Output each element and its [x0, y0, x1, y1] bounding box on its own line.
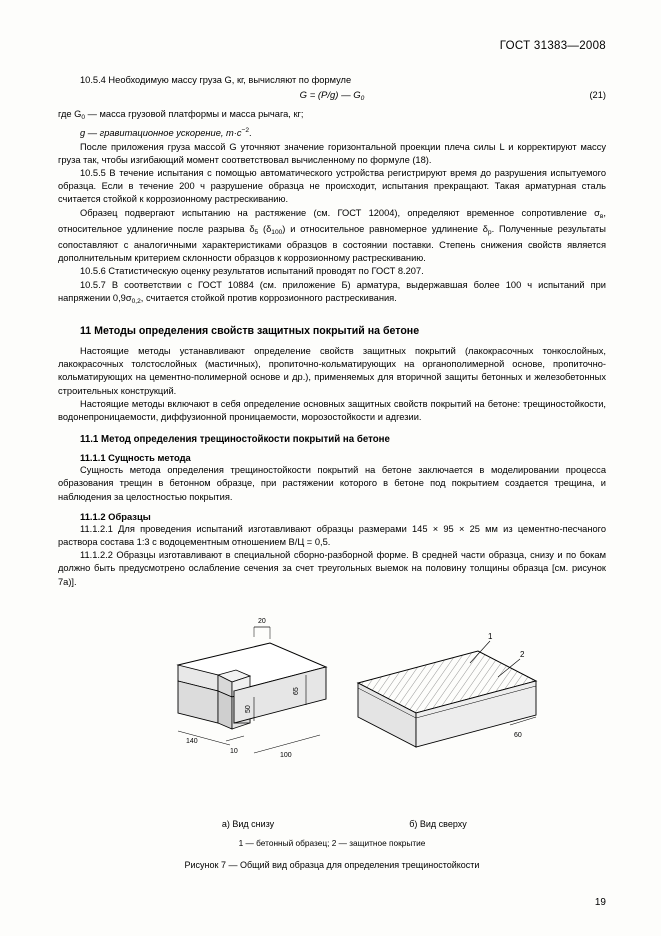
svg-text:100: 100 — [280, 751, 292, 759]
formula-21-row — [58, 90, 606, 106]
paragraph-10-5-5: 10.5.5 В течение испытания с помощью автоматического устройства регистрируют время до разрушения испытуемого образца. Если в течение 200 ч разрушение образца не происходит, испытания прекращают. Такая арматурная сталь считается стойкой к коррозионному растрескиванию. — [58, 168, 606, 205]
heading-section-11: 11 Методы определения свойств защитных покрытий на бетоне — [80, 325, 420, 338]
svg-text:140: 140 — [186, 737, 198, 745]
page-content — [58, 40, 606, 870]
formula-21-number: (21) — [589, 90, 606, 101]
heading-section-11-1-1: 11.1.1 Сущность метода — [80, 452, 191, 464]
heading-section-11-1-2: 11.1.2 Образцы — [80, 510, 151, 522]
paragraph-11-intro-2: Настоящие методы включают в себя определение основных защитных свойств покрытий на бетоне: трещиностойкости, водонепроницаемости, диффузионной проницаемости, морозостойкости и адгезии. — [58, 398, 606, 423]
svg-text:10: 10 — [230, 747, 238, 755]
figure-legend: 1 — бетонный образец; 2 — защитное покрытие — [238, 837, 426, 848]
figure-subcaption-b: б) Вид сверху — [409, 818, 467, 829]
figure-7 — [58, 605, 606, 815]
formula-21: G = (P/g) — $G_0$ — [299, 90, 365, 103]
specimen-bottom-view — [178, 618, 326, 759]
figure-title: Рисунок 7 — Общий вид образца для определения трещиностойкости — [184, 859, 480, 870]
paragraph-sample-tension: Образец подвергают испытанию на растяжение (см. ГОСТ 12004), определяют временное сопротивление $\sigma_в$, относительное удлинение после разрыва $\delta_5$ $(\delta_{100})$ и относительное равномерное удлинение $\delta_р$. Полученные результаты сопоставляют с аналогичными характеристиками образцов в состоянии поставки. Степень снижения свойств является дополнительным критерием склонности образцов к коррозионному растрескиванию. — [58, 207, 606, 264]
figure-7-drawing — [58, 605, 606, 815]
formula-legend-2: g — гравитационное ускорение, $m\cdot c^{-2}$. — [80, 127, 252, 139]
svg-text:2: 2 — [520, 649, 525, 659]
svg-text:65: 65 — [293, 687, 300, 695]
specimen-top-view — [358, 632, 536, 747]
svg-text:60: 60 — [514, 731, 522, 739]
svg-text:50: 50 — [245, 705, 252, 713]
paragraph-after-formula: После приложения груза массой G уточняют значение горизонтальной проекции плеча силы L и корректируют массу груза так, чтобы изгибающий момент соответствовал вычисленному по формуле (18). — [58, 141, 606, 165]
page-header-standard: ГОСТ 31383—2008 — [499, 40, 606, 52]
figure-subcaptions — [58, 819, 606, 833]
paragraph-11-intro-1: Настоящие методы устанавливают определение свойств защитных покрытий (лакокрасочных тонкослойных, лакокрасочных толстослойных (мастичных), пропиточно-кольматирующих на органополимерной основе, пропиточно-кольматирующих на цементно-полимерной основе и др.), применяемых для вторичной защиты бетонных и железобетонных строительных конструкций. — [58, 346, 606, 396]
svg-text:20: 20 — [258, 617, 266, 625]
figure-subcaption-a: а) Вид снизу — [221, 818, 275, 829]
paragraph-10-5-7: 10.5.7 В соответствии с ГОСТ 10884 (см. приложение Б) арматура, выдержавшая более 100 ч испытаний при напряжении $0,9\sigma_{0,2}$, считается стойкой против коррозионного растрескивания. — [58, 279, 606, 305]
paragraph-11-1-2-2: 11.1.2.2 Образцы изготавливают в специальной сборно-разборной форме. В средней части образца, снизу и по бокам должно быть предусмотрено ослабление сечения за счет треугольных выемок на половину толщины образца [см. рисунок 7а)]. — [58, 550, 606, 587]
heading-section-11-1: 11.1 Метод определения трещиностойкости покрытий на бетоне — [80, 434, 390, 446]
svg-text:1: 1 — [488, 631, 493, 641]
formula-legend-1: где $G_0$ — масса грузовой платформы и масса рычага, кг; — [58, 109, 304, 122]
paragraph-10-5-4: 10.5.4 Необходимую массу груза G, кг, вычисляют по формуле — [80, 75, 352, 85]
paragraph-11-1-2-1: 11.1.2.1 Для проведения испытаний изготавливают образцы размерами 145 × 95 × 25 мм из цементно-песчаного раствора состава 1:3 с водоцементным отношением В/Ц = 0,5. — [58, 523, 606, 548]
page-number: 19 — [594, 897, 606, 908]
paragraph-11-1-1: Сущность метода определения трещиностойкости покрытий на бетоне заключается в моделировании процесса образования трещин в бетонном образце, при растяжении которого в бетоне под покрытием создается трещина, и наблюдения за целостностью покрытия. — [58, 465, 606, 502]
paragraph-10-5-6: 10.5.6 Статистическую оценку результатов испытаний проводят по ГОСТ 8.207. — [80, 266, 424, 277]
